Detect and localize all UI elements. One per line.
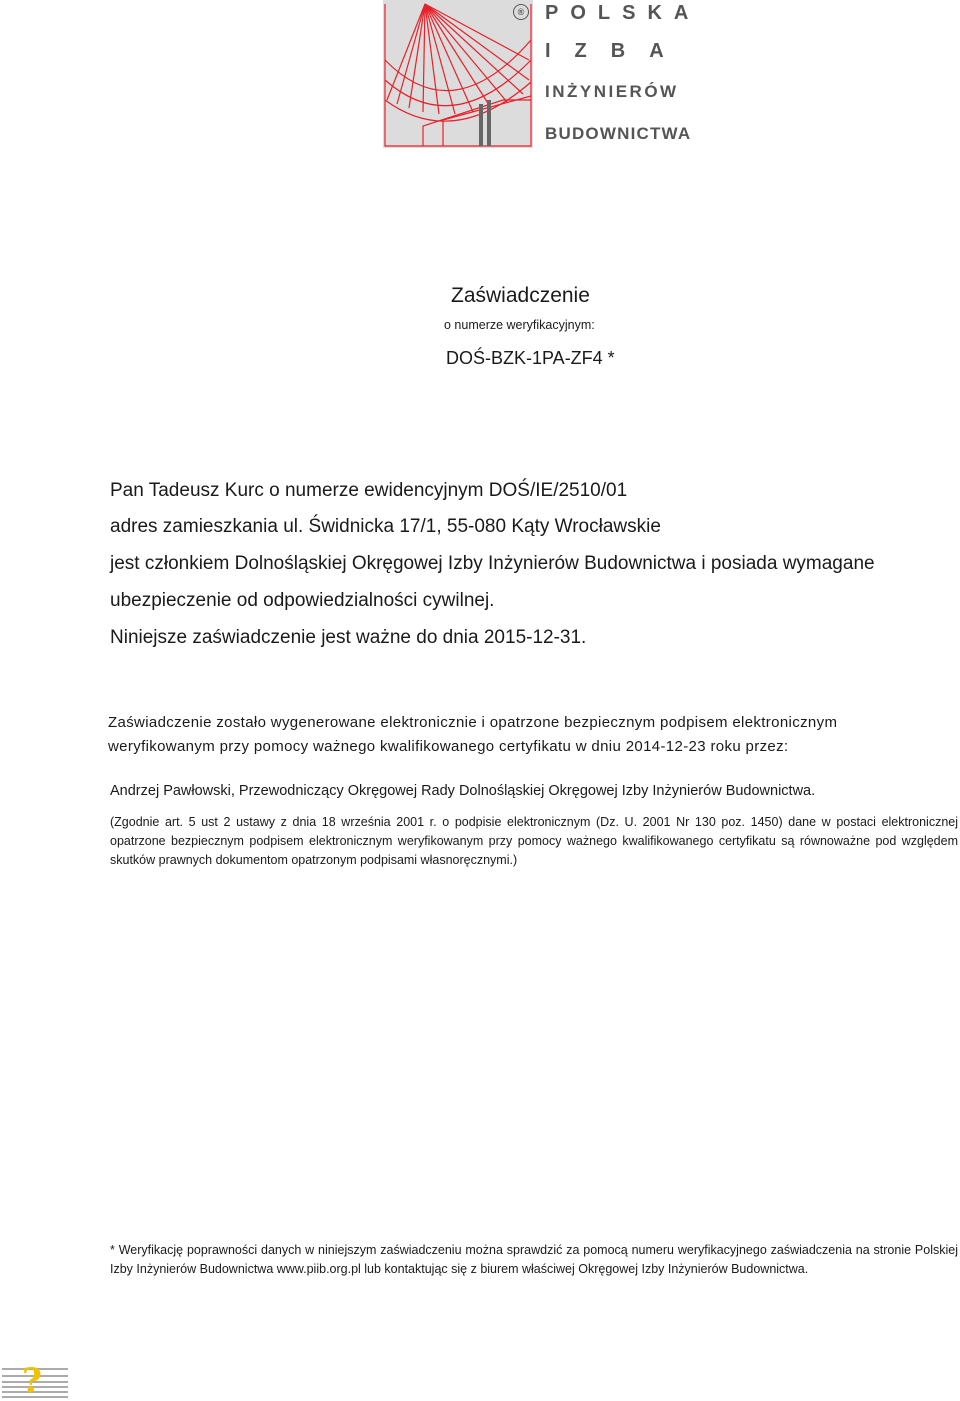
verification-code: DOŚ-BZK-1PA-ZF4 *: [446, 348, 615, 368]
body-line-insurance: ubezpieczenie od odpowiedzialności cywilnej.: [110, 590, 495, 611]
signature-info-line-1: Zaświadczenie zostało wygenerowane elektronicznie i opatrzone bezpiecznym podpisem elektronicznym: [108, 714, 838, 731]
legal-note: (Zgodnie art. 5 ust 2 ustawy z dnia 18 września 2001 r. o podpisie elektronicznym (Dz. U. 2001 Nr 130 poz. 1450) dane w postaci elektronicznej opatrzone bezpiecznym podpisem elektronicznym weryfikowanym przy pomocy ważnego kwalifikowanego certyfikatu są równoważne pod względem skutków prawnych dokumentom opatrzonym podpisami własnoręcznymi.): [110, 815, 958, 867]
registered-mark-icon: ®: [513, 4, 529, 20]
signature-info-line-2: weryfikowanym przy pomocy ważnego kwalifikowanego certyfikatu w dniu 2014-12-23 roku przez:: [108, 738, 789, 755]
signature-status-icon: ?: [22, 1361, 42, 1401]
verification-footnote: * Weryfikację poprawności danych w niniejszym zaświadczeniu można sprawdzić za pomocą numeru weryfikacyjnego zaświadczenia na stronie Polskiej Izby Inżynierów Budownictwa www.piib.org.pl lub kontaktując się z biurem właściwej Okręgowej Izby Inżynierów Budownictwa.: [110, 1243, 958, 1276]
body-line-validity: Niniejsze zaświadczenie jest ważne do dnia 2015-12-31.: [110, 627, 587, 648]
logo-word-budownictwa: BUDOWNICTWA: [545, 124, 692, 143]
document-subtitle: o numerze weryfikacyjnym:: [444, 318, 595, 332]
document-title: Zaświadczenie: [451, 284, 590, 307]
body-line-address: adres zamieszkania ul. Świdnicka 17/1, 55-080 Kąty Wrocławskie: [110, 516, 661, 537]
body-line-membership: jest członkiem Dolnośląskiej Okręgowej Izby Inżynierów Budownictwa i posiada wymagane: [110, 553, 875, 574]
logo-emblem: [383, 0, 533, 148]
body-line-member: Pan Tadeusz Kurc o numerze ewidencyjnym DOŚ/IE/2510/01: [110, 480, 628, 501]
signature-stamp: [0, 1361, 70, 1401]
piib-logo: [383, 0, 701, 148]
signer-name: Andrzej Pawłowski, Przewodniczący Okręgowej Rady Dolnośląskiej Okręgowej Izby Inżynierów Budownictwa.: [110, 783, 816, 799]
logo-word-izba: IZBA: [545, 40, 688, 62]
logo-word-inzynierow: INŻYNIERÓW: [545, 82, 679, 101]
logo-word-polska: POLSKA: [545, 2, 701, 24]
